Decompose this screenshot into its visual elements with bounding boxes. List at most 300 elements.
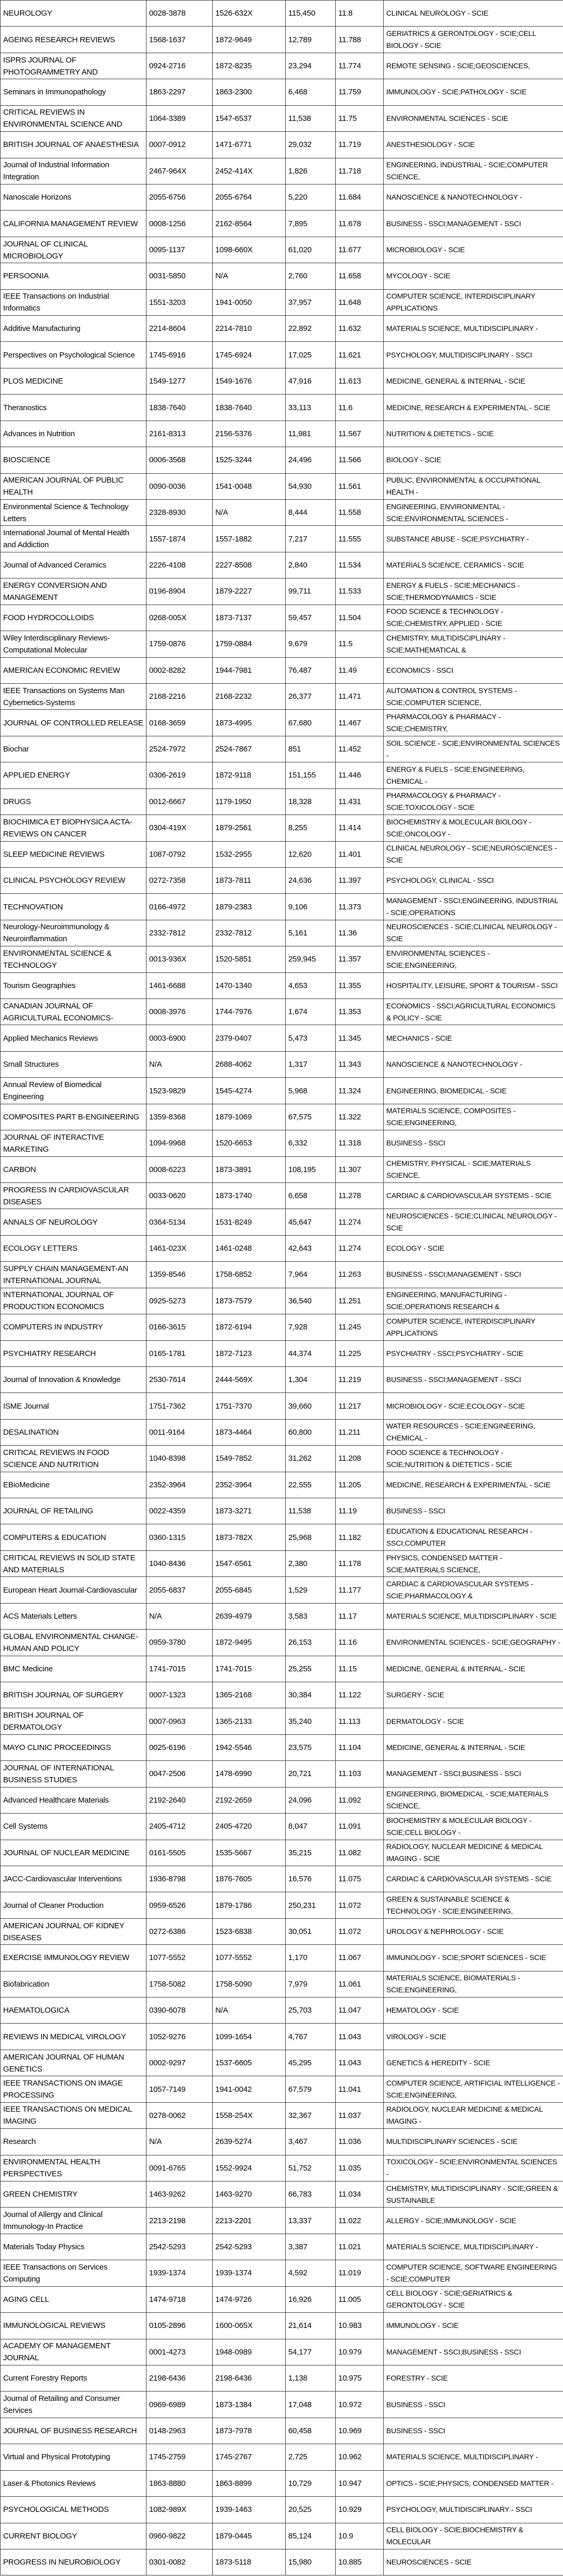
total-cites-cell[interactable] — [286, 1341, 336, 1366]
eissn-cell[interactable] — [213, 526, 286, 551]
issn-cell[interactable] — [146, 447, 213, 473]
eissn-cell[interactable] — [213, 2076, 286, 2102]
journal-name-cell[interactable] — [1, 2050, 146, 2076]
total-cites-cell[interactable] — [286, 2076, 336, 2102]
journal-name-cell[interactable] — [1, 237, 146, 263]
eissn-cell[interactable] — [213, 1551, 286, 1576]
eissn-cell[interactable] — [213, 290, 286, 315]
category-cell[interactable] — [384, 631, 563, 657]
impact-factor-cell[interactable] — [336, 474, 384, 499]
total-cites-cell[interactable] — [286, 1971, 336, 1997]
eissn-cell[interactable] — [213, 1262, 286, 1287]
total-cites-cell[interactable] — [286, 1656, 336, 1682]
impact-factor-cell[interactable] — [336, 368, 384, 394]
issn-cell[interactable] — [146, 2392, 213, 2417]
category-cell[interactable] — [384, 2444, 563, 2470]
impact-factor-cell[interactable] — [336, 421, 384, 447]
impact-factor-cell[interactable] — [336, 1630, 384, 1655]
issn-cell[interactable] — [146, 1919, 213, 1944]
total-cites-cell[interactable] — [286, 2365, 336, 2391]
eissn-cell[interactable] — [213, 53, 286, 79]
journal-name-cell[interactable] — [1, 920, 146, 946]
total-cites-cell[interactable] — [286, 1735, 336, 1760]
eissn-cell[interactable] — [213, 1393, 286, 1419]
eissn-cell[interactable] — [213, 1971, 286, 1997]
journal-name-cell[interactable] — [1, 789, 146, 815]
journal-name-cell[interactable] — [1, 631, 146, 657]
category-cell[interactable] — [384, 421, 563, 447]
issn-cell[interactable] — [146, 1104, 213, 1130]
impact-factor-cell[interactable] — [336, 2076, 384, 2102]
issn-cell[interactable] — [146, 53, 213, 79]
issn-cell[interactable] — [146, 1945, 213, 1970]
total-cites-cell[interactable] — [286, 447, 336, 473]
total-cites-cell[interactable] — [286, 2523, 336, 2549]
issn-cell[interactable] — [146, 368, 213, 394]
issn-cell[interactable] — [146, 1472, 213, 1498]
issn-cell[interactable] — [146, 2181, 213, 2207]
eissn-cell[interactable] — [213, 184, 286, 210]
issn-cell[interactable] — [146, 158, 213, 184]
journal-name-cell[interactable] — [1, 2471, 146, 2496]
impact-factor-cell[interactable] — [336, 447, 384, 473]
category-cell[interactable] — [384, 1393, 563, 1419]
total-cites-cell[interactable] — [286, 1209, 336, 1235]
category-cell[interactable] — [384, 1367, 563, 1392]
journal-name-cell[interactable] — [1, 2365, 146, 2391]
journal-name-cell[interactable] — [1, 1472, 146, 1498]
journal-name-cell[interactable] — [1, 1446, 146, 1471]
issn-cell[interactable] — [146, 1262, 213, 1287]
category-cell[interactable] — [384, 2181, 563, 2207]
total-cites-cell[interactable] — [286, 973, 336, 999]
journal-name-cell[interactable] — [1, 1524, 146, 1550]
total-cites-cell[interactable] — [286, 526, 336, 551]
impact-factor-cell[interactable] — [336, 2339, 384, 2365]
total-cites-cell[interactable] — [286, 53, 336, 79]
eissn-cell[interactable] — [213, 1, 286, 26]
issn-cell[interactable] — [146, 1236, 213, 1261]
eissn-cell[interactable] — [213, 1998, 286, 2023]
journal-name-cell[interactable] — [1, 79, 146, 105]
impact-factor-cell[interactable] — [336, 132, 384, 157]
impact-factor-cell[interactable] — [336, 842, 384, 867]
issn-cell[interactable] — [146, 526, 213, 551]
category-cell[interactable] — [384, 2208, 563, 2233]
eissn-cell[interactable] — [213, 1682, 286, 1708]
total-cites-cell[interactable] — [286, 842, 336, 867]
impact-factor-cell[interactable] — [336, 342, 384, 367]
impact-factor-cell[interactable] — [336, 894, 384, 919]
journal-name-cell[interactable] — [1, 2287, 146, 2312]
issn-cell[interactable] — [146, 2050, 213, 2076]
journal-name-cell[interactable] — [1, 2103, 146, 2128]
issn-cell[interactable] — [146, 1682, 213, 1708]
total-cites-cell[interactable] — [286, 2471, 336, 2496]
total-cites-cell[interactable] — [286, 1708, 336, 1734]
eissn-cell[interactable] — [213, 1157, 286, 1182]
impact-factor-cell[interactable] — [336, 1498, 384, 1524]
total-cites-cell[interactable] — [286, 605, 336, 631]
issn-cell[interactable] — [146, 132, 213, 157]
impact-factor-cell[interactable] — [336, 27, 384, 52]
impact-factor-cell[interactable] — [336, 2392, 384, 2417]
eissn-cell[interactable] — [213, 1183, 286, 1209]
eissn-cell[interactable] — [213, 1866, 286, 1892]
category-cell[interactable] — [384, 2339, 563, 2365]
category-cell[interactable] — [384, 1341, 563, 1366]
eissn-cell[interactable] — [213, 2024, 286, 2049]
eissn-cell[interactable] — [213, 2260, 286, 2286]
impact-factor-cell[interactable] — [336, 395, 384, 420]
impact-factor-cell[interactable] — [336, 1262, 384, 1287]
impact-factor-cell[interactable] — [336, 1446, 384, 1471]
eissn-cell[interactable] — [213, 1577, 286, 1603]
total-cites-cell[interactable] — [286, 1288, 336, 1314]
issn-cell[interactable] — [146, 2024, 213, 2049]
category-cell[interactable] — [384, 815, 563, 841]
eissn-cell[interactable] — [213, 1078, 286, 1103]
total-cites-cell[interactable] — [286, 658, 336, 683]
eissn-cell[interactable] — [213, 973, 286, 999]
journal-name-cell[interactable] — [1, 1393, 146, 1419]
eissn-cell[interactable] — [213, 999, 286, 1025]
issn-cell[interactable] — [146, 500, 213, 525]
issn-cell[interactable] — [146, 1025, 213, 1051]
impact-factor-cell[interactable] — [336, 920, 384, 946]
issn-cell[interactable] — [146, 1, 213, 26]
total-cites-cell[interactable] — [286, 1682, 336, 1708]
total-cites-cell[interactable] — [286, 1130, 336, 1156]
total-cites-cell[interactable] — [286, 2418, 336, 2444]
impact-factor-cell[interactable] — [336, 2208, 384, 2233]
journal-name-cell[interactable] — [1, 1498, 146, 1524]
journal-name-cell[interactable] — [1, 500, 146, 525]
journal-name-cell[interactable] — [1, 1919, 146, 1944]
journal-name-cell[interactable] — [1, 2339, 146, 2365]
impact-factor-cell[interactable] — [336, 1814, 384, 1839]
eissn-cell[interactable] — [213, 2339, 286, 2365]
journal-name-cell[interactable] — [1, 1314, 146, 1340]
impact-factor-cell[interactable] — [336, 973, 384, 999]
issn-cell[interactable] — [146, 1814, 213, 1839]
impact-factor-cell[interactable] — [336, 79, 384, 105]
issn-cell[interactable] — [146, 474, 213, 499]
total-cites-cell[interactable] — [286, 2339, 336, 2365]
issn-cell[interactable] — [146, 1157, 213, 1182]
journal-name-cell[interactable] — [1, 1288, 146, 1314]
impact-factor-cell[interactable] — [336, 999, 384, 1025]
impact-factor-cell[interactable] — [336, 1998, 384, 2023]
issn-cell[interactable] — [146, 2076, 213, 2102]
journal-name-cell[interactable] — [1, 2208, 146, 2233]
category-cell[interactable] — [384, 132, 563, 157]
category-cell[interactable] — [384, 1420, 563, 1445]
issn-cell[interactable] — [146, 815, 213, 841]
category-cell[interactable] — [384, 2103, 563, 2128]
journal-name-cell[interactable] — [1, 552, 146, 578]
impact-factor-cell[interactable] — [336, 2234, 384, 2260]
impact-factor-cell[interactable] — [336, 2497, 384, 2522]
journal-name-cell[interactable] — [1, 658, 146, 683]
eissn-cell[interactable] — [213, 2444, 286, 2470]
eissn-cell[interactable] — [213, 1498, 286, 1524]
journal-name-cell[interactable] — [1, 736, 146, 762]
issn-cell[interactable] — [146, 1866, 213, 1892]
issn-cell[interactable] — [146, 1788, 213, 1813]
total-cites-cell[interactable] — [286, 2260, 336, 2286]
eissn-cell[interactable] — [213, 2392, 286, 2417]
total-cites-cell[interactable] — [286, 552, 336, 578]
eissn-cell[interactable] — [213, 684, 286, 709]
eissn-cell[interactable] — [213, 237, 286, 263]
eissn-cell[interactable] — [213, 2129, 286, 2154]
category-cell[interactable] — [384, 1630, 563, 1655]
issn-cell[interactable] — [146, 2365, 213, 2391]
category-cell[interactable] — [384, 1656, 563, 1682]
impact-factor-cell[interactable] — [336, 263, 384, 289]
journal-name-cell[interactable] — [1, 395, 146, 420]
eissn-cell[interactable] — [213, 1104, 286, 1130]
category-cell[interactable] — [384, 894, 563, 919]
impact-factor-cell[interactable] — [336, 1656, 384, 1682]
eissn-cell[interactable] — [213, 815, 286, 841]
issn-cell[interactable] — [146, 2155, 213, 2181]
total-cites-cell[interactable] — [286, 1577, 336, 1603]
journal-name-cell[interactable] — [1, 2392, 146, 2417]
total-cites-cell[interactable] — [286, 290, 336, 315]
issn-cell[interactable] — [146, 1341, 213, 1366]
category-cell[interactable] — [384, 368, 563, 394]
eissn-cell[interactable] — [213, 342, 286, 367]
category-cell[interactable] — [384, 1209, 563, 1235]
journal-name-cell[interactable] — [1, 2076, 146, 2102]
impact-factor-cell[interactable] — [336, 1551, 384, 1576]
issn-cell[interactable] — [146, 552, 213, 578]
issn-cell[interactable] — [146, 79, 213, 105]
impact-factor-cell[interactable] — [336, 1025, 384, 1051]
impact-factor-cell[interactable] — [336, 578, 384, 604]
category-cell[interactable] — [384, 1604, 563, 1629]
eissn-cell[interactable] — [213, 946, 286, 972]
category-cell[interactable] — [384, 973, 563, 999]
eissn-cell[interactable] — [213, 920, 286, 946]
issn-cell[interactable] — [146, 658, 213, 683]
impact-factor-cell[interactable] — [336, 1314, 384, 1340]
total-cites-cell[interactable] — [286, 1393, 336, 1419]
impact-factor-cell[interactable] — [336, 1524, 384, 1550]
total-cites-cell[interactable] — [286, 368, 336, 394]
journal-name-cell[interactable] — [1, 710, 146, 735]
issn-cell[interactable] — [146, 1524, 213, 1550]
issn-cell[interactable] — [146, 605, 213, 631]
category-cell[interactable] — [384, 1866, 563, 1892]
journal-name-cell[interactable] — [1, 946, 146, 972]
category-cell[interactable] — [384, 2418, 563, 2444]
eissn-cell[interactable] — [213, 2287, 286, 2312]
eissn-cell[interactable] — [213, 1945, 286, 1970]
eissn-cell[interactable] — [213, 1420, 286, 1445]
category-cell[interactable] — [384, 1472, 563, 1498]
journal-name-cell[interactable] — [1, 1892, 146, 1918]
category-cell[interactable] — [384, 1446, 563, 1471]
total-cites-cell[interactable] — [286, 1892, 336, 1918]
journal-name-cell[interactable] — [1, 684, 146, 709]
category-cell[interactable] — [384, 1025, 563, 1051]
impact-factor-cell[interactable] — [336, 1209, 384, 1235]
journal-name-cell[interactable] — [1, 868, 146, 893]
issn-cell[interactable] — [146, 184, 213, 210]
total-cites-cell[interactable] — [286, 2050, 336, 2076]
total-cites-cell[interactable] — [286, 815, 336, 841]
eissn-cell[interactable] — [213, 1761, 286, 1786]
eissn-cell[interactable] — [213, 79, 286, 105]
category-cell[interactable] — [384, 526, 563, 551]
issn-cell[interactable] — [146, 1761, 213, 1786]
eissn-cell[interactable] — [213, 736, 286, 762]
issn-cell[interactable] — [146, 1998, 213, 2023]
impact-factor-cell[interactable] — [336, 184, 384, 210]
total-cites-cell[interactable] — [286, 132, 336, 157]
issn-cell[interactable] — [146, 1393, 213, 1419]
total-cites-cell[interactable] — [286, 1446, 336, 1471]
issn-cell[interactable] — [146, 868, 213, 893]
category-cell[interactable] — [384, 2471, 563, 2496]
category-cell[interactable] — [384, 2523, 563, 2549]
category-cell[interactable] — [384, 1314, 563, 1340]
journal-name-cell[interactable] — [1, 2181, 146, 2207]
journal-name-cell[interactable] — [1, 27, 146, 52]
issn-cell[interactable] — [146, 263, 213, 289]
journal-name-cell[interactable] — [1, 1052, 146, 1077]
category-cell[interactable] — [384, 946, 563, 972]
category-cell[interactable] — [384, 342, 563, 367]
category-cell[interactable] — [384, 1577, 563, 1603]
issn-cell[interactable] — [146, 342, 213, 367]
issn-cell[interactable] — [146, 2234, 213, 2260]
issn-cell[interactable] — [146, 1971, 213, 1997]
issn-cell[interactable] — [146, 1735, 213, 1760]
category-cell[interactable] — [384, 290, 563, 315]
journal-name-cell[interactable] — [1, 1, 146, 26]
journal-name-cell[interactable] — [1, 1945, 146, 1970]
journal-name-cell[interactable] — [1, 1577, 146, 1603]
total-cites-cell[interactable] — [286, 1814, 336, 1839]
total-cites-cell[interactable] — [286, 2129, 336, 2154]
impact-factor-cell[interactable] — [336, 2313, 384, 2338]
issn-cell[interactable] — [146, 894, 213, 919]
journal-name-cell[interactable] — [1, 1814, 146, 1839]
total-cites-cell[interactable] — [286, 1998, 336, 2023]
issn-cell[interactable] — [146, 1656, 213, 1682]
journal-name-cell[interactable] — [1, 53, 146, 79]
total-cites-cell[interactable] — [286, 578, 336, 604]
issn-cell[interactable] — [146, 2129, 213, 2154]
impact-factor-cell[interactable] — [336, 1236, 384, 1261]
issn-cell[interactable] — [146, 1367, 213, 1392]
impact-factor-cell[interactable] — [336, 1472, 384, 1498]
impact-factor-cell[interactable] — [336, 1183, 384, 1209]
total-cites-cell[interactable] — [286, 2024, 336, 2049]
eissn-cell[interactable] — [213, 1919, 286, 1944]
total-cites-cell[interactable] — [286, 1788, 336, 1813]
issn-cell[interactable] — [146, 27, 213, 52]
category-cell[interactable] — [384, 1078, 563, 1103]
category-cell[interactable] — [384, 1104, 563, 1130]
issn-cell[interactable] — [146, 237, 213, 263]
issn-cell[interactable] — [146, 2313, 213, 2338]
journal-name-cell[interactable] — [1, 1262, 146, 1287]
eissn-cell[interactable] — [213, 868, 286, 893]
issn-cell[interactable] — [146, 1078, 213, 1103]
eissn-cell[interactable] — [213, 1367, 286, 1392]
total-cites-cell[interactable] — [286, 2181, 336, 2207]
journal-name-cell[interactable] — [1, 132, 146, 157]
eissn-cell[interactable] — [213, 316, 286, 341]
category-cell[interactable] — [384, 2076, 563, 2102]
eissn-cell[interactable] — [213, 2549, 286, 2575]
eissn-cell[interactable] — [213, 710, 286, 735]
issn-cell[interactable] — [146, 973, 213, 999]
impact-factor-cell[interactable] — [336, 211, 384, 236]
journal-name-cell[interactable] — [1, 184, 146, 210]
issn-cell[interactable] — [146, 2497, 213, 2522]
total-cites-cell[interactable] — [286, 868, 336, 893]
eissn-cell[interactable] — [213, 368, 286, 394]
total-cites-cell[interactable] — [286, 2444, 336, 2470]
category-cell[interactable] — [384, 1130, 563, 1156]
category-cell[interactable] — [384, 2234, 563, 2260]
impact-factor-cell[interactable] — [336, 1130, 384, 1156]
total-cites-cell[interactable] — [286, 2234, 336, 2260]
issn-cell[interactable] — [146, 578, 213, 604]
eissn-cell[interactable] — [213, 500, 286, 525]
impact-factor-cell[interactable] — [336, 1420, 384, 1445]
category-cell[interactable] — [384, 605, 563, 631]
issn-cell[interactable] — [146, 789, 213, 815]
issn-cell[interactable] — [146, 2260, 213, 2286]
total-cites-cell[interactable] — [286, 1367, 336, 1392]
eissn-cell[interactable] — [213, 1840, 286, 1866]
total-cites-cell[interactable] — [286, 2549, 336, 2575]
category-cell[interactable] — [384, 1682, 563, 1708]
eissn-cell[interactable] — [213, 894, 286, 919]
journal-name-cell[interactable] — [1, 316, 146, 341]
journal-name-cell[interactable] — [1, 2155, 146, 2181]
impact-factor-cell[interactable] — [336, 1866, 384, 1892]
total-cites-cell[interactable] — [286, 2103, 336, 2128]
issn-cell[interactable] — [146, 2523, 213, 2549]
category-cell[interactable] — [384, 106, 563, 131]
impact-factor-cell[interactable] — [336, 106, 384, 131]
impact-factor-cell[interactable] — [336, 789, 384, 815]
impact-factor-cell[interactable] — [336, 1604, 384, 1629]
total-cites-cell[interactable] — [286, 421, 336, 447]
category-cell[interactable] — [384, 1498, 563, 1524]
eissn-cell[interactable] — [213, 1288, 286, 1314]
eissn-cell[interactable] — [213, 1472, 286, 1498]
impact-factor-cell[interactable] — [336, 1104, 384, 1130]
issn-cell[interactable] — [146, 684, 213, 709]
journal-name-cell[interactable] — [1, 342, 146, 367]
journal-name-cell[interactable] — [1, 368, 146, 394]
impact-factor-cell[interactable] — [336, 1945, 384, 1970]
total-cites-cell[interactable] — [286, 395, 336, 420]
category-cell[interactable] — [384, 1945, 563, 1970]
journal-name-cell[interactable] — [1, 973, 146, 999]
total-cites-cell[interactable] — [286, 2208, 336, 2233]
eissn-cell[interactable] — [213, 1341, 286, 1366]
